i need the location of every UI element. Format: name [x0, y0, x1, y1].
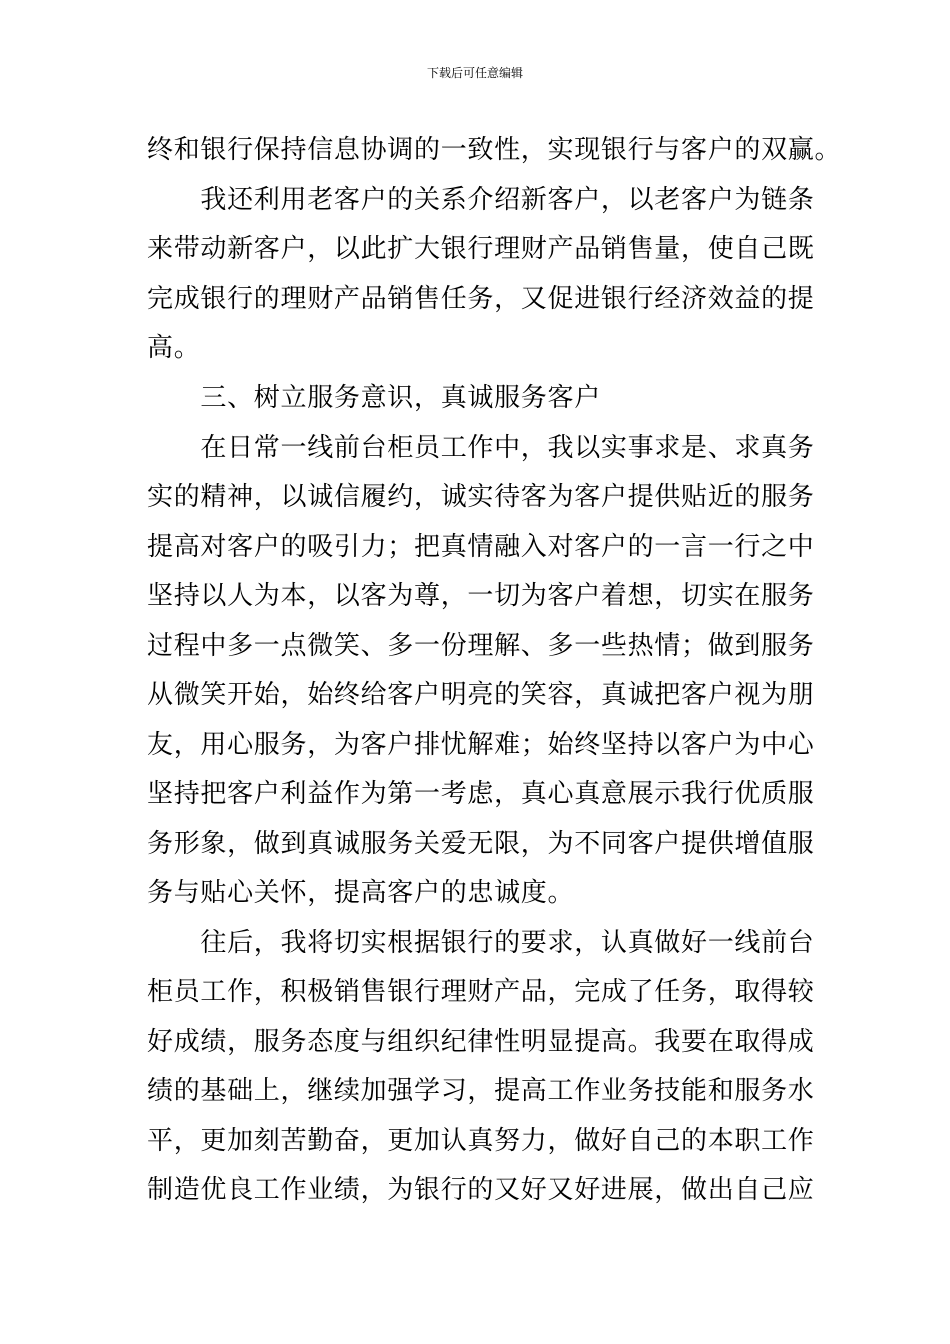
body-line: 从微笑开始，始终给客户明亮的笑容，真诚把客户视为朋	[147, 680, 815, 710]
body-line: 柜员工作，积极销售银行理财产品，完成了任务，取得较	[147, 977, 815, 1007]
body-line: 完成银行的理财产品销售任务，又促进银行经济效益的提	[147, 284, 815, 314]
body-line: 在日常一线前台柜员工作中，我以实事求是、求真务	[147, 433, 815, 463]
body-line: 平，更加刻苦勤奋，更加认真努力，做好自己的本职工作	[147, 1126, 815, 1156]
body-line: 提高对客户的吸引力；把真情融入对客户的一言一行之中	[147, 532, 815, 562]
page-header: 下载后可任意编辑	[426, 66, 523, 80]
body-line: 友，用心服务，为客户排忧解难；始终坚持以客户为中心	[147, 730, 815, 760]
body-line: 实的精神，以诚信履约，诚实待客为客户提供贴近的服务	[147, 482, 815, 512]
body-line: 来带动新客户，以此扩大银行理财产品销售量，使自己既	[147, 234, 815, 264]
body-line: 过程中多一点微笑、多一份理解、多一些热情；做到服务	[147, 631, 815, 661]
body-line: 制造优良工作业绩，为银行的又好又好进展，做出自己应	[147, 1175, 815, 1205]
body-line: 务形象，做到真诚服务关爱无限，为不同客户提供增值服	[147, 829, 815, 859]
body-line: 坚持以人为本，以客为尊，一切为客户着想，切实在服务	[147, 581, 815, 611]
body-line: 往后，我将切实根据银行的要求，认真做好一线前台	[147, 928, 815, 958]
body-line: 终和银行保持信息协调的一致性，实现银行与客户的双赢。	[147, 135, 842, 165]
body-line: 绩的基础上，继续加强学习，提高工作业务技能和服务水	[147, 1076, 815, 1106]
section-heading: 三、树立服务意识，真诚服务客户	[147, 383, 601, 413]
body-line: 我还利用老客户的关系介绍新客户，以老客户为链条	[147, 185, 815, 215]
body-line: 务与贴心关怀，提高客户的忠诚度。	[147, 878, 575, 908]
body-line: 坚持把客户利益作为第一考虑，真心真意展示我行优质服	[147, 779, 815, 809]
body-line: 好成绩，服务态度与组织纪律性明显提高。我要在取得成	[147, 1027, 815, 1057]
body-line: 高。	[147, 333, 201, 363]
